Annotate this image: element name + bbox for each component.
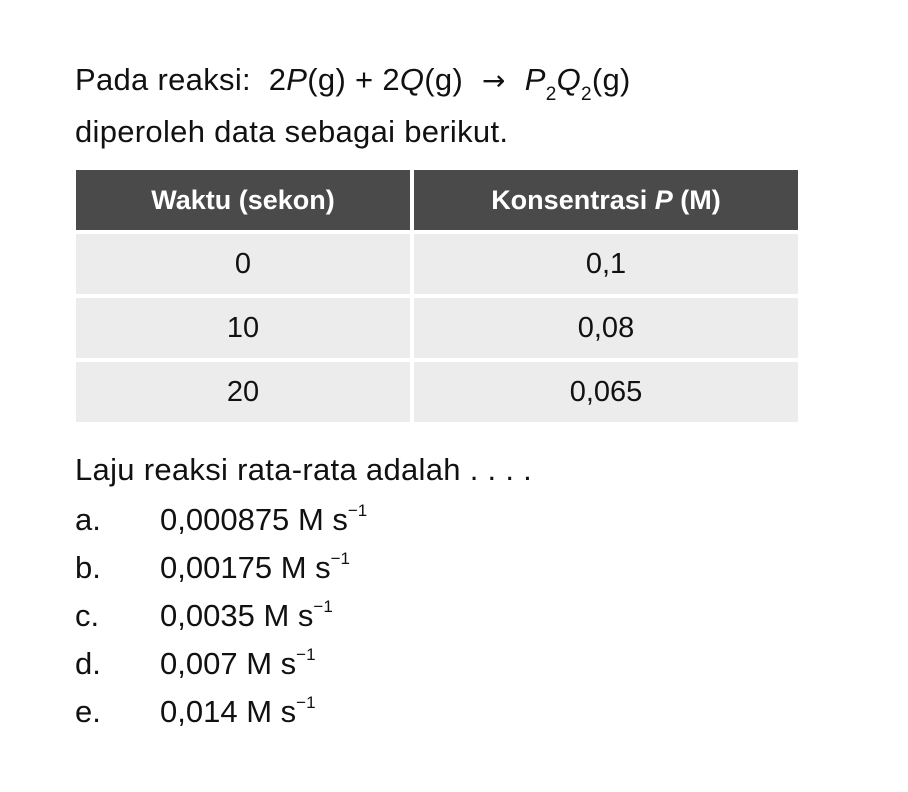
cell-time: 10 [76,298,410,358]
data-table [72,166,802,426]
option-exponent: −1 [347,501,368,520]
eq-coef-1: 2 [268,62,287,97]
header-conc-unit: (M) [680,184,721,215]
eq-product-q-sub: 2 [580,84,592,105]
option-value: 0,007 [160,646,238,681]
reaction-arrow-icon: → [482,64,506,97]
intro-line-1 [75,62,631,105]
eq-state-2: (g) [424,62,464,97]
option-value: 0,00175 [160,550,273,585]
table-header-row [76,170,798,230]
table-row [76,362,798,422]
option-e[interactable] [75,694,367,742]
cell-time: 20 [76,362,410,422]
header-conc-var: P [654,184,673,215]
option-d[interactable] [75,646,367,694]
eq-product-q: Q [556,62,581,97]
table-row [76,234,798,294]
option-value: 0,000875 [160,502,290,537]
reaction-equation [268,62,631,105]
option-unit: M s [297,502,348,537]
intro-prefix: Pada reaksi: [75,62,251,97]
eq-product-p-sub: 2 [545,84,557,105]
eq-reactant-2: Q [399,62,425,97]
option-letter: d. [75,646,101,681]
option-letter: a. [75,502,101,537]
eq-coef-2: 2 [382,62,400,97]
cell-conc: 0,08 [414,298,798,358]
cell-conc: 0,1 [414,234,798,294]
option-b[interactable] [75,550,367,598]
option-value: 0,0035 [160,598,255,633]
eq-product-state: (g) [591,62,631,97]
header-conc-prefix: Konsentrasi [491,184,648,215]
eq-product-p: P [524,62,546,97]
option-exponent: −1 [296,645,316,664]
option-a[interactable] [75,502,367,550]
option-unit: M s [246,694,297,729]
option-exponent: −1 [330,549,351,568]
table-row [76,298,798,358]
eq-state-1: (g) [307,62,347,97]
cell-time: 0 [76,234,410,294]
header-concentration [414,170,798,230]
question-text: Laju reaksi rata-rata adalah . . . . [75,452,533,487]
answer-options [75,502,367,742]
option-c[interactable] [75,598,367,646]
option-exponent: −1 [296,693,316,712]
option-letter: e. [75,694,101,729]
cell-conc: 0,065 [414,362,798,422]
eq-reactant-1: P [286,62,308,97]
option-unit: M s [280,550,331,585]
option-value: 0,014 [160,694,238,729]
header-time: Waktu (sekon) [76,170,410,230]
option-letter: c. [75,598,100,633]
option-unit: M s [246,646,297,681]
option-unit: M s [263,598,314,633]
intro-line-2: diperoleh data sebagai berikut. [75,114,509,149]
option-letter: b. [75,550,101,585]
option-exponent: −1 [313,597,333,616]
eq-plus: + [355,62,374,97]
